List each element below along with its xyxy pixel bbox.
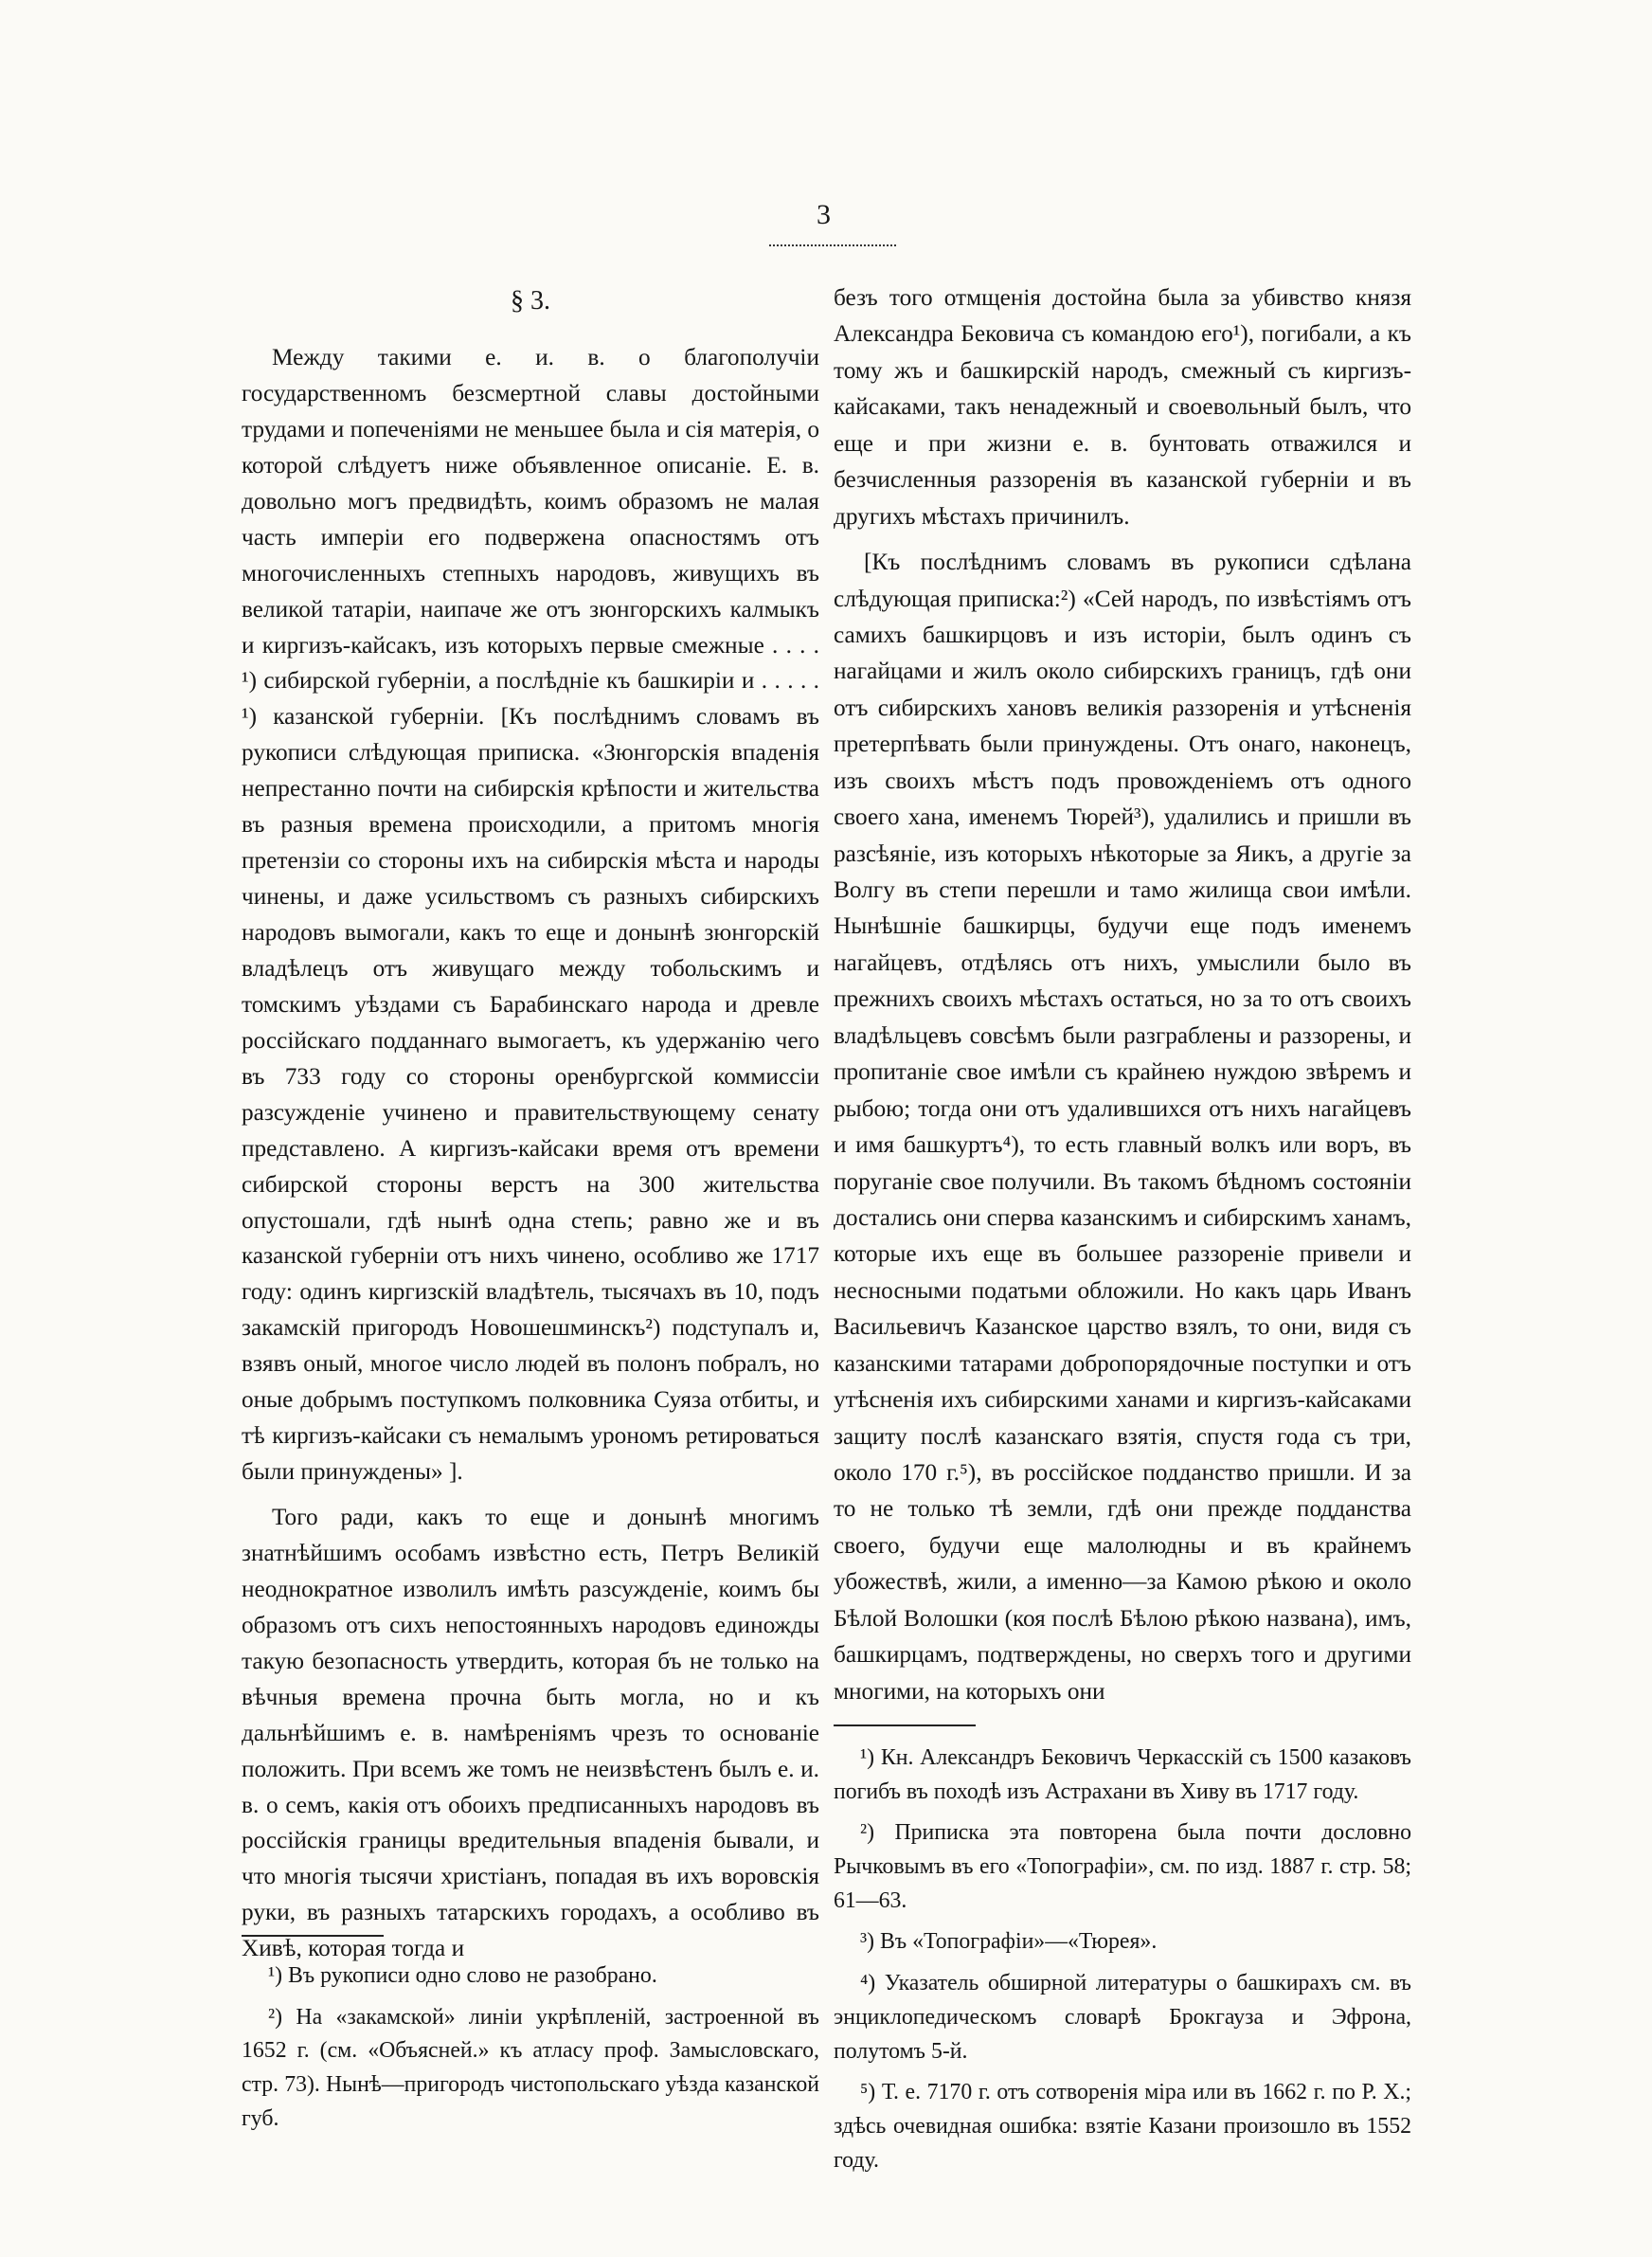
left-column bbox=[242, 270, 819, 1977]
paragraph: [Къ послѣднимъ словамъ въ рукописи сдѣлана слѣдующая приписка:²) «Сей народъ, по извѣстіямъ отъ самихъ башкирцовъ и изъ исторіи, былъ одинъ съ нагайцами и жилъ около сибирскихъ границъ, гдѣ они отъ сибирскихъ хановъ великія раззоренія и утѣсненія претерпѣвать были принуждены. Отъ онаго, наконецъ, изъ своихъ мѣстъ подъ провожденіемъ отъ одного своего хана, именемъ Тюрей³), удалились и пришли въ разсѣяніе, изъ которыхъ нѣкоторые за Яикъ, а другіе за Волгу въ степи перешли и тамо жилища свои имѣли. Нынѣшніе башкирцы, будучи еще подъ именемъ нагайцевъ, отдѣлясь отъ нихъ, умыслили было въ прежнихъ своихъ мѣстахъ остаться, но за то отъ своихъ владѣльцевъ совсѣмъ были разграблены и раззорены, и пропитаніе свое имѣли съ крайнею нуждою звѣремъ и рыбою; тогда они отъ удалившихся отъ нихъ нагайцевъ и имя башкуртъ⁴), то есть главный волкъ или воръ, въ поруганіе свое получили. Въ такомъ бѣдномъ состояніи достались они сперва казанскимъ и сибирскимъ ханамъ, которые ихъ еще въ большее раззореніе привели и несносными податьми обложили. Но какъ царь Иванъ Васильевичъ Казанское царство взялъ, то они, видя съ казанскими татарами добропорядочные поступки и отъ утѣсненія ихъ сибирскими ханами и киргизъ-кайсаками защиту послѣ казанскаго взятія, спустя года съ три, около 170 г.⁵), въ россійское подданство пришли. И за то не только тѣ земли, гдѣ они прежде подданства своего, будучи еще малолюдны и въ крайнемъ убожествѣ, жили, а именно—за Камою рѣкою и около Бѣлой Волошки (коя послѣ Бѣлою рѣкою названа), имъ, башкирцамъ, подтверждены, но сверхъ того и другими многими, на которыхъ они bbox=[834, 549, 1411, 1705]
footnote: ²) Приписка эта повторена была почти дословно Рычковымъ въ его «Топографіи», см. по изд. 1887 г. стр. 58; 61—63. bbox=[834, 1820, 1411, 1913]
footnote: ¹) Кн. Александръ Бековичъ Черкасскій съ 1500 казаковъ погибъ въ походѣ изъ Астрахани въ Хиву въ 1717 году. bbox=[834, 1745, 1411, 1804]
page-number: 3 bbox=[817, 199, 831, 230]
right-column bbox=[834, 280, 1411, 1719]
paragraph: Между такими е. и. в. о благополучіи государственномъ безсмертной славы достойными трудами и попеченіями не меньшее была и сія матерія, о которой слѣдуетъ ниже объявленное описаніе. Е. в. довольно могъ предвидѣть, коимъ образомъ не малая часть имперіи его подвержена опасностямъ отъ многочисленныхъ степныхъ народовъ, живущихъ въ великой татаріи, наипаче же отъ зюнгорскихъ калмыкъ и киргизъ-кайсакъ, изъ которыхъ первые смежные . . . . ¹) сибирской губерніи, а послѣдніе къ башкиріи и . . . . . ¹) казанской губерніи. [Къ послѣднимъ словамъ въ рукописи слѣдующая приписка. «Зюнгорскія впаденія непрестанно почти на сибирскія крѣпости и жительства въ разныя времена происходили, а притомъ многія претензіи со стороны ихъ на сибирскія мѣста и народы чинены, и даже усильствомъ съ разныхъ сибирскихъ народовъ вымогали, какъ то еще и донынѣ зюнгорскій владѣлецъ отъ живущаго между тобольскимъ и томскимъ уѣздами съ Барабинскаго народа и древле россійскаго подданнаго вымогаетъ, къ удержанію чего въ 733 году со стороны оренбургской коммиссіи разсужденіе учинено и правительствующему сенату представлено. А киргизъ-кайсаки время отъ времени сибирской стороны верстъ на 300 жительства опустошали, гдѣ нынѣ одна степь; равно же и въ казанской губерніи отъ нихъ чинено, особливо же 1717 году: одинъ киргизскій владѣтель, тысячахъ въ 10, подъ закамскій пригородъ Новошешминскъ²) подступалъ и, взявъ оный, многое число людей въ полонъ побралъ, но оные добрымъ поступкомъ полковника Суяза отбиты, и тѣ киргизъ-кайсаки съ немалымъ урономъ ретироваться были принуждены» ]. bbox=[242, 344, 819, 1486]
footnote-rule-left bbox=[242, 1935, 384, 1937]
footnote: ⁴) Указатель обширной литературы о башкирахъ см. въ энциклопедическомъ словарѣ Брокгауза и Эфрона, полутомъ 5-й. bbox=[834, 1971, 1411, 2064]
paragraph: безъ того отмщенія достойна была за убивство князя Александра Бековича съ командою его¹), погибали, а къ тому жъ и башкирскій народъ, смежный съ киргизъ-кайсаками, такъ ненадежный и своевольный былъ, что еще и при жизни е. в. бунтовать отважился и безчисленныя раззоренія въ казанской губерніи и въ другихъ мѣстахъ причинилъ. bbox=[834, 284, 1411, 530]
footnotes-left bbox=[242, 1959, 819, 2143]
footnote: ³) Въ «Топографіи»—«Тюрея». bbox=[860, 1929, 1158, 1955]
footnote: ²) На «закамской» линіи укрѣпленій, застроенной въ 1652 г. (см. «Объясней.» къ атласу проф. Замысловскаго, стр. 73). Нынѣ—пригородъ чистопольскаго уѣзда казанской губ. bbox=[242, 2004, 819, 2131]
footnote: ¹) Въ рукописи одно слово не разобрано. bbox=[268, 1963, 657, 1988]
header-ornament bbox=[769, 239, 896, 246]
paragraph: Того ради, какъ то еще и донынѣ многимъ знатнѣйшимъ особамъ извѣстно есть, Петръ Великій неоднократное изволилъ имѣть разсужденіе, коимъ бы образомъ отъ сихъ непостоянныхъ народовъ единожды такую безопасность утвердить, которая бъ не только на вѣчныя времена прочна быть могла, но и къ дальнѣйшимъ е. в. намѣреніямъ чрезъ то основаніе положить. При всемъ же томъ не неизвѣстенъ былъ е. и. в. о семъ, какія отъ обоихъ предписанныхъ народовъ въ россійскія границы вредительныя впаденія бывали, и что многія тысячи христіанъ, попадая въ ихъ воровскія руки, въ разныхъ татарскихъ городахъ, а особливо въ Хивѣ, которая тогда и bbox=[242, 1504, 819, 1962]
footnotes-right bbox=[834, 1742, 1411, 2185]
footnote-rule-right bbox=[834, 1724, 976, 1726]
section-heading: § 3. bbox=[511, 286, 550, 316]
footnote: ⁵) Т. е. 7170 г. отъ сотворенія міра или въ 1662 г. по Р. Х.; здѣсь очевидная ошибка: взятіе Казани произошло въ 1552 году. bbox=[834, 2080, 1411, 2173]
